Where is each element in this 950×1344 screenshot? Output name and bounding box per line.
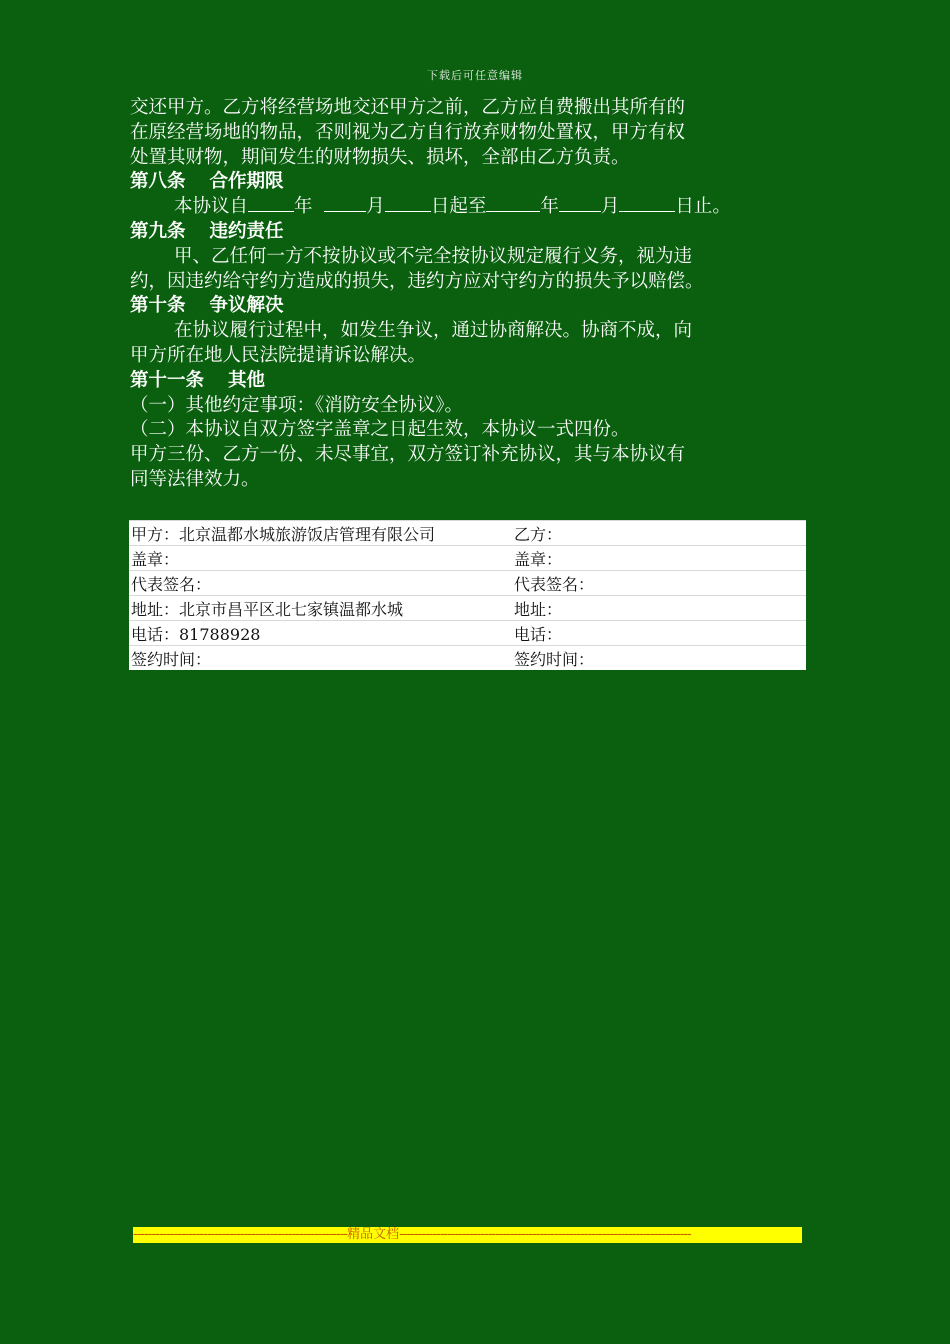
footer-dash-rule: ---------------------------------------------------------- [133,1227,348,1242]
paragraph-line: （二）本协议自双方签字盖章之日起生效，本协议一式四份。 [130,419,630,441]
blank-year-start [248,195,294,212]
article-title: 其他 [228,369,266,391]
footer-word: 精品 [347,1227,374,1242]
article-8-heading [130,170,820,195]
article-title: 争议解决 [209,295,284,317]
paragraph-line: 甲方三份、乙方一份、未尽事宜，双方签订补充协议，其与本协议有 [130,444,686,466]
party-b-cell: 电话： [512,621,806,646]
paragraph-line: 交还甲方。乙方将经营场地交还甲方之前，乙方应自费搬出其所有的 [130,97,686,118]
paragraph-line: 在协议履行过程中，如发生争议，通过协商解决。协商不成，向 [174,320,693,342]
paragraph-line: 甲方所在地人民法院提请诉讼解决。 [130,344,427,366]
table-row [129,621,806,646]
article-number: 第九条 [130,220,186,242]
term-text: 月 [600,196,620,218]
party-b-cell: 签约时间： [512,646,806,671]
blank-year-end [486,195,540,212]
term-text: 年 [540,196,559,218]
article-number: 第十条 [130,295,186,317]
party-a-cell: 电话：81788928 [129,621,512,646]
party-b-cell: 乙方： [512,521,806,546]
party-a-cell: 代表签名： [129,571,512,596]
footer-dash-rule: ------------------------------------------------------------------------------- [399,1227,691,1242]
paragraph-line: 在原经营场地的物品，否则视为乙方自行放弃财物处置权，甲方有权 [130,121,686,143]
term-text: 本协议自 [174,196,249,218]
article-title: 合作期限 [209,171,284,193]
article-number: 第十一条 [130,369,205,391]
table-row [129,521,806,546]
party-a-cell: 甲方：北京温都水城旅游饭店管理有限公司 [129,521,512,546]
article-9-heading [130,220,820,245]
paragraph-line: （一）其他约定事项：《消防安全协议》。 [130,394,464,416]
paragraph-line: 甲、乙任何一方不按协议或不完全按协议规定履行义务，视为违 [174,245,693,267]
party-b-cell: 地址： [512,596,806,621]
term-text: 日止。 [675,196,731,218]
table-row [129,546,806,571]
article-number: 第八条 [130,171,186,193]
footer-word: 文档 [373,1227,400,1242]
header-note: 下载后可任意编辑 [427,69,523,82]
party-b-cell: 盖章： [512,546,806,571]
party-a-cell: 盖章： [129,546,512,571]
footer-banner [133,1227,802,1243]
blank-month-end [559,195,601,212]
table-row [129,596,806,621]
term-text: 年 [294,196,313,218]
party-a-cell: 地址：北京市昌平区北七家镇温都水城 [129,596,512,621]
article-title: 违约责任 [209,220,284,242]
table-row [129,571,806,596]
term-text: 月 [366,196,385,218]
paragraph-line: 约，因违约给守约方造成的损失，违约方应对守约方的损失予以赔偿。 [130,270,704,292]
blank-day-end [619,195,675,212]
signature-table [129,520,806,670]
contract-body [130,96,820,493]
paragraph-line: 同等法律效力。 [130,468,260,490]
paragraph-line: 处置其财物，期间发生的财物损失、损坏，全部由乙方负责。 [130,146,630,168]
term-period-line [130,195,820,220]
party-a-cell: 签约时间： [129,646,512,671]
article-10-heading [130,294,820,319]
term-text: 日起至 [430,196,487,218]
article-11-heading [130,369,820,394]
blank-month-start [324,195,366,212]
blank-day-start [385,195,431,212]
table-row [129,646,806,671]
party-b-cell: 代表签名： [512,571,806,596]
